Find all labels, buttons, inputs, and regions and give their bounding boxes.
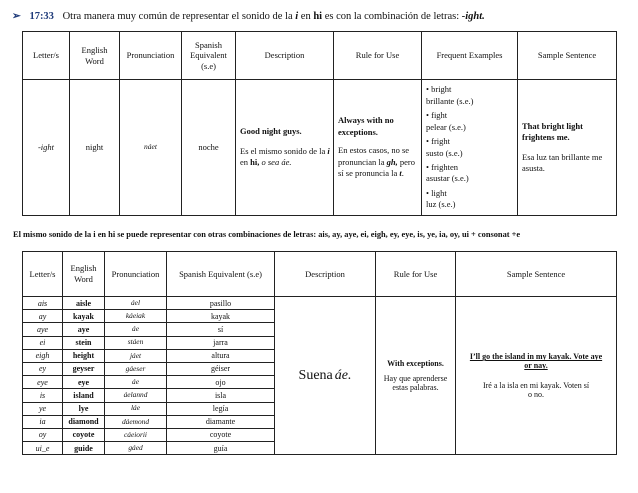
sentence-bold: I’ll go the island in my kayak. Vote aye or nay. xyxy=(469,352,603,371)
example-es: pelear (s.e.) xyxy=(426,121,466,132)
rule-t: t xyxy=(399,168,402,179)
cell-word: lye xyxy=(63,402,105,415)
cell-pronunciation: áelannd xyxy=(105,389,167,402)
example-item: • bright brillante (s.e.) xyxy=(426,84,474,106)
cell-word: stein xyxy=(63,336,105,349)
cell-sentence xyxy=(518,80,617,216)
cell-letters: ei xyxy=(23,336,63,349)
cell-spanish: sí xyxy=(167,323,275,336)
cell-spanish: ojo xyxy=(167,376,275,389)
cell-letters: eye xyxy=(23,376,63,389)
cell-spanish: legía xyxy=(167,402,275,415)
cell-letters: ay xyxy=(23,310,63,323)
col-header: Pronunciation xyxy=(105,252,167,297)
arrow-bullet-icon: ➢ xyxy=(12,11,21,22)
rule-text: En estos casos, no se pronuncian la gh, pero sí se pronuncia la t. xyxy=(338,145,415,179)
example-item: • fright susto (s.e.) xyxy=(426,136,463,158)
col-header: Rule for Use xyxy=(334,32,422,80)
cell-spanish: pasillo xyxy=(167,297,275,310)
cell-spanish: altura xyxy=(167,349,275,362)
cell-word: height xyxy=(63,349,105,362)
sentence-es: Esa luz tan brillante me asusta. xyxy=(522,151,603,173)
example-en: light xyxy=(431,187,447,198)
col-header: English Word xyxy=(63,252,105,297)
cell-letters: ais xyxy=(23,297,63,310)
description-part: Es el mismo sonido de la xyxy=(240,145,326,156)
cell-spanish: isla xyxy=(167,389,275,402)
rule-part: En estos casos, no se pronuncian la xyxy=(338,145,410,167)
cell-spanish: noche xyxy=(182,80,236,216)
rule-text: Hay que aprenderse estas palabras. xyxy=(383,373,448,392)
description-text xyxy=(240,146,331,169)
combinations-note: El mismo sonido de la i en hi se puede representar con otras combinaciones de letras: ais, ay, aye, ei, eigh, ey, eye, is, ye, ia, oy, ui + consonat +e xyxy=(13,230,521,239)
cell-letters: aye xyxy=(23,323,63,336)
cell-spanish: jarra xyxy=(167,336,275,349)
cell-letters: ia xyxy=(23,415,63,428)
example-en: fight xyxy=(431,110,448,121)
cell-word: kayak xyxy=(63,310,105,323)
example-en: bright xyxy=(431,84,452,95)
col-header: Description xyxy=(275,252,376,297)
sentence-es: Iré a la isla en mi kayak. Voten sí o no. xyxy=(482,380,590,399)
cell-sentence xyxy=(456,297,617,455)
rule-gh: gh, xyxy=(386,156,398,167)
table-row xyxy=(23,297,617,310)
cell-letters: ey xyxy=(23,362,63,375)
cell-spanish: coyote xyxy=(167,428,275,441)
description-italic: áe. xyxy=(334,367,352,383)
cell-word: island xyxy=(63,389,105,402)
cell-spanish: diamante xyxy=(167,415,275,428)
cell-pronunciation: jáet xyxy=(105,349,167,362)
cell-letters: -ight xyxy=(23,80,70,216)
cell-pronunciation: káeiak xyxy=(105,310,167,323)
col-header: Frequent Examples xyxy=(422,32,518,80)
col-header: Letter/s xyxy=(23,32,70,80)
col-header: English Word xyxy=(70,32,120,80)
col-header: Pronunciation xyxy=(120,32,182,80)
cell-spanish: kayak xyxy=(167,310,275,323)
table-row xyxy=(23,80,617,216)
cell-letters: oy xyxy=(23,428,63,441)
cell-word: guide xyxy=(63,442,105,455)
timestamp: 17:33 xyxy=(29,11,54,22)
cell-pronunciation: láe xyxy=(105,402,167,415)
cell-letters: is xyxy=(23,389,63,402)
heading-text-2: es con la combinación de letras: xyxy=(324,11,460,22)
heading-letter-i: i xyxy=(295,11,299,22)
cell-word: night xyxy=(70,80,120,216)
ight-table xyxy=(22,31,617,216)
example-es: luz (s.e.) xyxy=(426,199,456,210)
col-header: Spanish Equivalent (s.e) xyxy=(182,32,236,80)
rule-part: pero sí se pronuncia la xyxy=(338,156,415,179)
description-bold: Good night guys. xyxy=(240,126,302,137)
cell-word: diamond xyxy=(63,415,105,428)
cell-rule xyxy=(376,297,456,455)
description-main: Suena xyxy=(298,367,333,383)
example-item: • frighten asustar (s.e.) xyxy=(426,161,469,184)
section-heading xyxy=(12,10,485,22)
cell-pronunciation: cáeiorii xyxy=(105,428,167,441)
col-header: Letter/s xyxy=(23,252,63,297)
col-header: Spanish Equivalent (s.e) xyxy=(167,252,275,297)
example-item: • light luz (s.e.) xyxy=(426,187,456,210)
table-header-row xyxy=(23,252,617,297)
example-en: frighten xyxy=(431,161,459,172)
cell-letters: eigh xyxy=(23,349,63,362)
example-es: asustar (s.e.) xyxy=(426,173,469,184)
example-en: fright xyxy=(431,136,450,147)
cell-pronunciation: áe xyxy=(105,323,167,336)
rule-bold: Always with no exceptions. xyxy=(338,115,394,137)
combinations-table xyxy=(22,251,617,455)
col-header: Sample Sentence xyxy=(456,252,617,297)
rule-bold: With exceptions. xyxy=(387,359,444,369)
cell-pronunciation: stáen xyxy=(105,336,167,349)
heading-combo: -ight. xyxy=(461,11,485,22)
cell-pronunciation: gáed xyxy=(105,442,167,455)
description-tail: o sea áe. xyxy=(261,157,292,168)
cell-pronunciation: gáeser xyxy=(105,362,167,375)
example-es: brillante (s.e.) xyxy=(426,95,474,106)
col-header: Rule for Use xyxy=(376,252,456,297)
description-en: en xyxy=(240,157,249,168)
cell-pronunciation: dáemond xyxy=(105,415,167,428)
heading-letters-hi: hi xyxy=(313,11,323,22)
example-es: susto (s.e.) xyxy=(426,147,463,158)
cell-spanish: guía xyxy=(167,442,275,455)
table-header-row xyxy=(23,32,617,80)
cell-word: coyote xyxy=(63,428,105,441)
sentence-bold: That bright light frightens me. xyxy=(522,120,583,143)
cell-examples xyxy=(422,80,518,216)
cell-pronunciation: náet xyxy=(120,80,182,216)
description-i: i xyxy=(327,145,330,156)
cell-description xyxy=(275,297,376,455)
heading-text-1: Otra manera muy común de representar el sonido de la xyxy=(62,11,293,22)
cell-description xyxy=(236,80,334,216)
heading-text-en: en xyxy=(300,11,311,22)
cell-pronunciation: áe xyxy=(105,376,167,389)
col-header: Description xyxy=(236,32,334,80)
cell-spanish: géiser xyxy=(167,362,275,375)
col-header: Sample Sentence xyxy=(518,32,617,80)
cell-letters: ye xyxy=(23,402,63,415)
description-hi: hi, xyxy=(250,157,260,168)
cell-word: eye xyxy=(63,376,105,389)
cell-letters: ui_e xyxy=(23,442,63,455)
example-item: • fight pelear (s.e.) xyxy=(426,110,466,132)
cell-word: geyser xyxy=(63,362,105,375)
cell-rule xyxy=(334,80,422,216)
cell-word: aye xyxy=(63,323,105,336)
cell-pronunciation: áel xyxy=(105,297,167,310)
cell-word: aisle xyxy=(63,297,105,310)
